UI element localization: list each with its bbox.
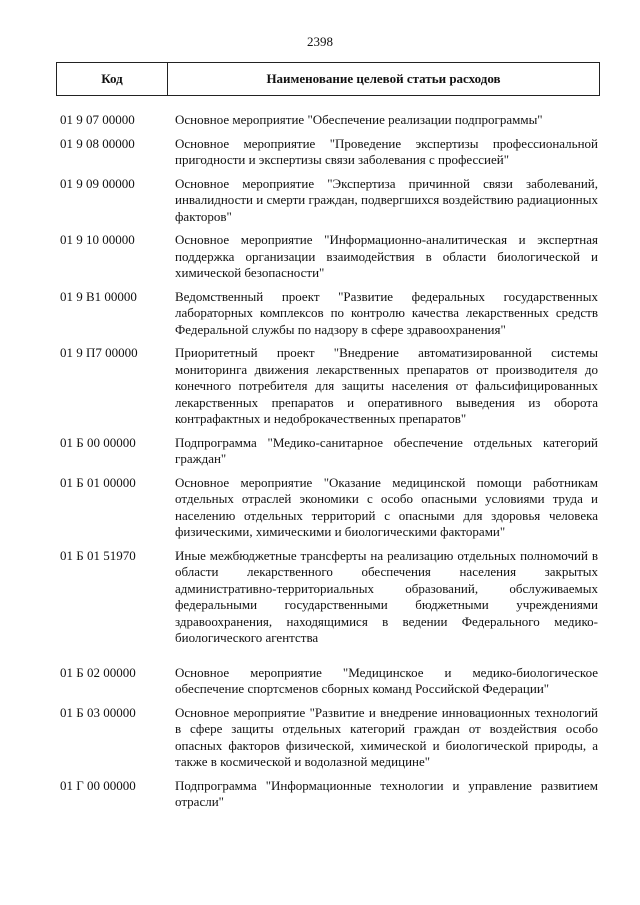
row-code: 01 Б 01 00000 <box>60 474 136 490</box>
row-code: 01 Б 00 00000 <box>60 434 136 450</box>
table-row <box>56 176 600 226</box>
row-code: 01 9 П7 00000 <box>60 345 138 360</box>
table-row <box>56 112 600 129</box>
table-header <box>56 62 600 96</box>
row-text: Основное мероприятие "Оказание медицинской помощи работникам отдельных отраслей экономики с особо опасными условиями труда и населению отдельных территорий с опасными для здоровья человека физическими, химическими и биологическими факторами" <box>175 474 598 539</box>
row-code: 01 Б 03 00000 <box>60 704 136 720</box>
table-row <box>56 435 600 468</box>
table-body <box>56 112 600 818</box>
table-row <box>56 778 600 811</box>
table-row <box>56 548 600 647</box>
page-number: 2398 <box>307 34 333 49</box>
table-row <box>56 289 600 339</box>
header-name: Наименование целевой статьи расходов <box>266 71 501 86</box>
table-row <box>56 345 600 428</box>
row-code: 01 9 08 00000 <box>60 135 135 151</box>
row-text: Основное мероприятие "Обеспечение реализации подпрограммы" <box>175 112 543 127</box>
row-code: 01 Б 02 00000 <box>60 664 136 680</box>
table-row <box>56 136 600 169</box>
row-code: 01 9 В1 00000 <box>60 288 137 304</box>
row-text: Ведомственный проект "Развитие федеральных государственных лабораторных комплексов по контролю качества лекарственных средств Федеральной службы по надзору в сфере здравоохранения" <box>175 288 598 337</box>
table-row <box>56 475 600 541</box>
row-text: Основное мероприятие "Проведение экспертизы профессиональной пригодности и экспертизы связи заболевания с профессией" <box>175 135 598 167</box>
row-text: Приоритетный проект "Внедрение автоматизированной системы мониторинга движения лекарственных препаратов от производителя до конечного потребителя для защиты населения от фальсифицированных лекарственных препаратов и оперативного выведения из оборота контрафактных и недоброкачественных препаратов" <box>175 345 598 426</box>
row-code: 01 9 10 00000 <box>60 232 135 247</box>
row-code: 01 9 09 00000 <box>60 175 135 191</box>
row-text: Иные межбюджетные трансферты на реализацию отдельных полномочий в области лекарственного обеспечения населения закрытых административно-территориальных образований, обслуживаемых федеральными государственными бюджетными учреждениями здравоохранения, находящимися в ведении Федерального медико-биологического агентства <box>175 547 598 645</box>
table-row <box>56 665 600 698</box>
header-code: Код <box>57 63 168 95</box>
row-code: 01 Г 00 00000 <box>60 777 136 793</box>
table-row <box>56 232 600 282</box>
row-text: Основное мероприятие "Медицинское и медико-биологическое обеспечение спортсменов сборных команд Российской Федерации" <box>175 664 598 696</box>
table-row <box>56 705 600 771</box>
row-text: Основное мероприятие "Развитие и внедрение инновационных технологий в сфере защиты отдельных категорий граждан от воздействия особо опасных факторов физической, химической и биологической природы, а также в космической и водолазной медицине" <box>175 704 598 769</box>
row-text: Основное мероприятие "Информационно-аналитическая и экспертная поддержка организации взаимодействия в области биологической и химической безопасности" <box>175 232 598 280</box>
row-text: Подпрограмма "Медико-санитарное обеспечение отдельных категорий граждан" <box>175 434 598 466</box>
row-code: 01 9 07 00000 <box>60 112 135 127</box>
row-text: Подпрограмма "Информационные технологии и управление развитием отрасли" <box>175 777 598 809</box>
row-code: 01 Б 01 51970 <box>60 547 136 563</box>
row-text: Основное мероприятие "Экспертиза причинной связи заболеваний, инвалидности и смерти граждан, подвергшихся воздействию радиационных факторов" <box>175 175 598 224</box>
